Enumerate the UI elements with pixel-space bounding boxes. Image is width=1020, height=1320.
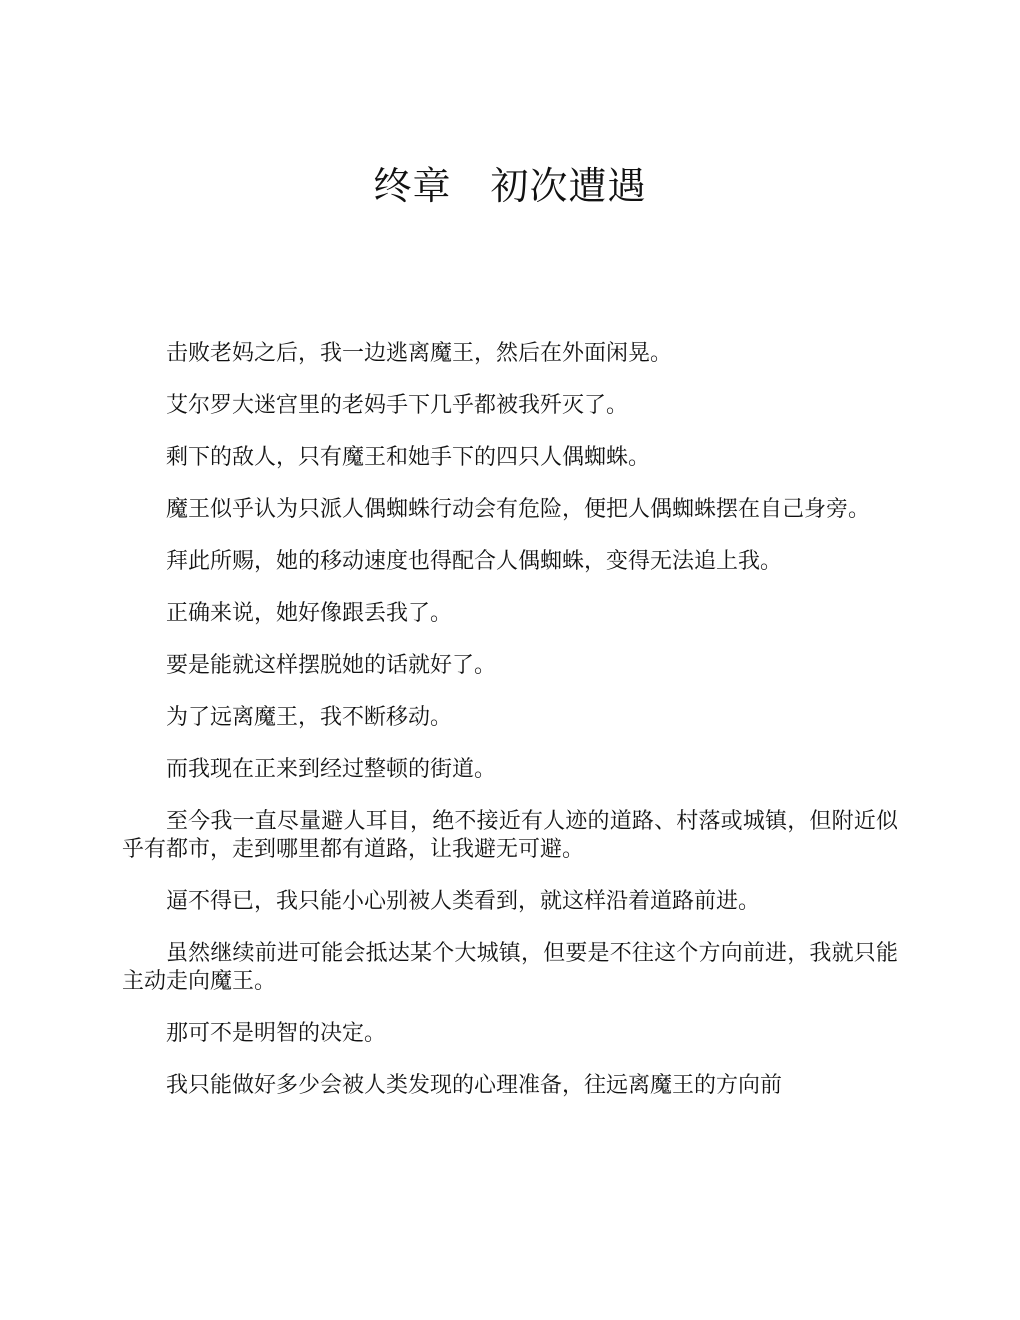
paragraph: 剩下的敌人，只有魔王和她手下的四只人偶蜘蛛。 — [166, 445, 651, 470]
paragraph: 虽然继续前进可能会抵达某个大城镇，但要是不往这个方向前进，我就只能主动走向魔王。 — [122, 941, 898, 994]
paragraph: 逼不得已，我只能小心别被人类看到，就这样沿着道路前进。 — [166, 889, 761, 914]
paragraph: 我只能做好多少会被人类发现的心理准备，往远离魔王的方向前 — [166, 1073, 783, 1098]
paragraph: 击败老妈之后，我一边逃离魔王，然后在外面闲晃。 — [166, 341, 673, 366]
chapter-body — [122, 340, 898, 1124]
paragraph: 为了远离魔王，我不断移动。 — [166, 705, 453, 730]
paragraph: 拜此所赐，她的移动速度也得配合人偶蜘蛛，变得无法追上我。 — [166, 549, 783, 574]
paragraph: 要是能就这样摆脱她的话就好了。 — [166, 653, 497, 678]
paragraph: 艾尔罗大迷宫里的老妈手下几乎都被我歼灭了。 — [166, 393, 629, 418]
paragraph: 至今我一直尽量避人耳目，绝不接近有人迹的道路、村落或城镇，但附近似乎有都市，走到哪里都有道路，让我避无可避。 — [122, 809, 898, 862]
paragraph: 正确来说，她好像跟丢我了。 — [166, 601, 453, 626]
paragraph: 而我现在正来到经过整顿的街道。 — [166, 757, 497, 782]
paragraph: 那可不是明智的决定。 — [166, 1021, 387, 1046]
chapter-title: 终章 初次遭遇 — [373, 164, 647, 208]
paragraph: 魔王似乎认为只派人偶蜘蛛行动会有危险，便把人偶蜘蛛摆在自己身旁。 — [166, 497, 871, 522]
